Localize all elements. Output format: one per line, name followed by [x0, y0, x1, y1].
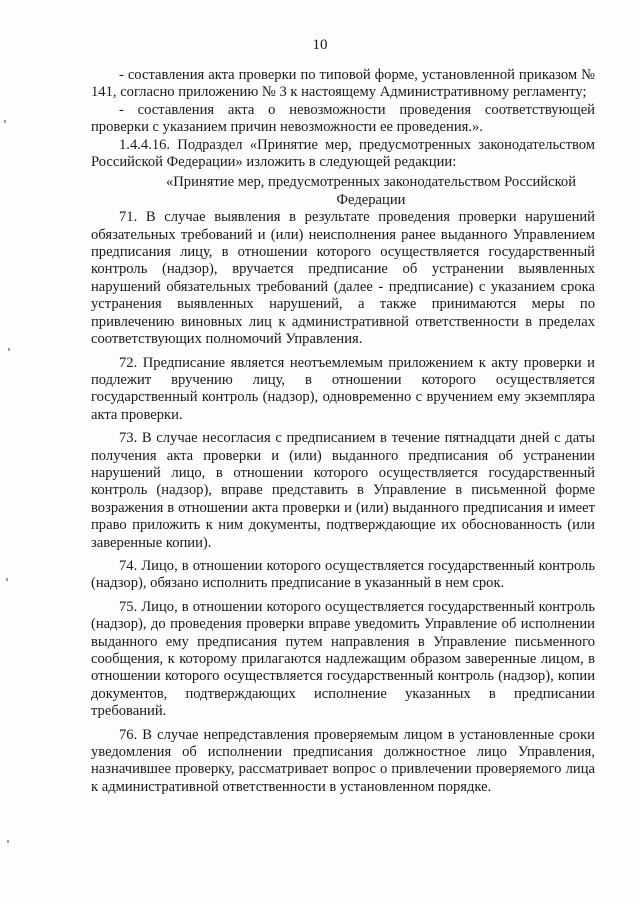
paragraph-73: 73. В случае несогласия с предписанием в течение пятнадцати дней с даты получения акта проверки и (или) выданного предписания об устранении нарушений лицо, в отношении которого осуществляется государственный контроль (надзор), вправе представить в Управление в письменной форме возражения в отношении акта проверки и (или) выданного предписания и имеет право приложить к ним документы, подтверждающие их обоснованность (или заверенные копии).	[91, 430, 595, 551]
scan-speck	[4, 120, 6, 123]
scan-speck	[7, 840, 9, 843]
paragraph-72: 72. Предписание является неотъемлемым приложением к акту проверки и подлежит вручению лицу, в отношении которого осуществляется государственный контроль (надзор), одновременно с вручением ему экземпляра акта проверки.	[91, 354, 595, 423]
paragraph-75: 75. Лицо, в отношении которого осуществляется государственный контроль (надзор), до проведения проверки вправе уведомить Управление об исполнении выданного ему предписания путем направления в Управление письменного сообщения, к которому прилагаются надлежащим образом заверенные лицом, в отношении которого осуществляется государственный контроль (надзор), копии документов, подтверждающих исполнение указанных в предписании требований.	[91, 598, 595, 720]
document-body	[91, 67, 595, 796]
paragraph-act-impossibility: - составления акта о невозможности проведения соответствующей проверки с указанием причин невозможности ее проведения.».	[91, 101, 595, 136]
subsection-heading: «Принятие мер, предусмотренных законодательством Российской Федерации	[165, 174, 577, 208]
paragraph-76: 76. В случае непредставления проверяемым лицом в установленные сроки уведомления об исполнении предписания должностное лицо Управления, назначившее проверку, рассматривает вопрос о привлечении проверяемого лица к административной ответственности в установленном порядке.	[91, 726, 595, 795]
page-number: 10	[312, 37, 328, 53]
paragraph-subsection-amendment: 1.4.4.16. Подраздел «Принятие мер, предусмотренных законодательством Российской Федерации» изложить в следующей редакции:	[91, 136, 595, 171]
paragraph-74: 74. Лицо, в отношении которого осуществляется государственный контроль (надзор), обязано исполнить предписание в указанный в нем срок.	[91, 557, 595, 592]
scan-speck	[6, 578, 8, 581]
scan-speck	[8, 348, 10, 351]
paragraph-act-standard-form: - составления акта проверки по типовой форме, установленной приказом № 141, согласно приложению № 3 к настоящему Административному регламенту;	[91, 67, 595, 101]
paragraph-71: 71. В случае выявления в результате проведения проверки нарушений обязательных требований и (или) неисполнения ранее выданного Управлением предписания лицу, в отношении которого осуществляется государственный контроль (надзор), вручается предписание об устранении выявленных нарушений обязательных требований (далее - предписание) с указанием срока устранения выявленных нарушений, а также принимаются меры по привлечению виновных лиц к административной ответственности в пределах соответствующих полномочий Управления.	[91, 209, 595, 348]
